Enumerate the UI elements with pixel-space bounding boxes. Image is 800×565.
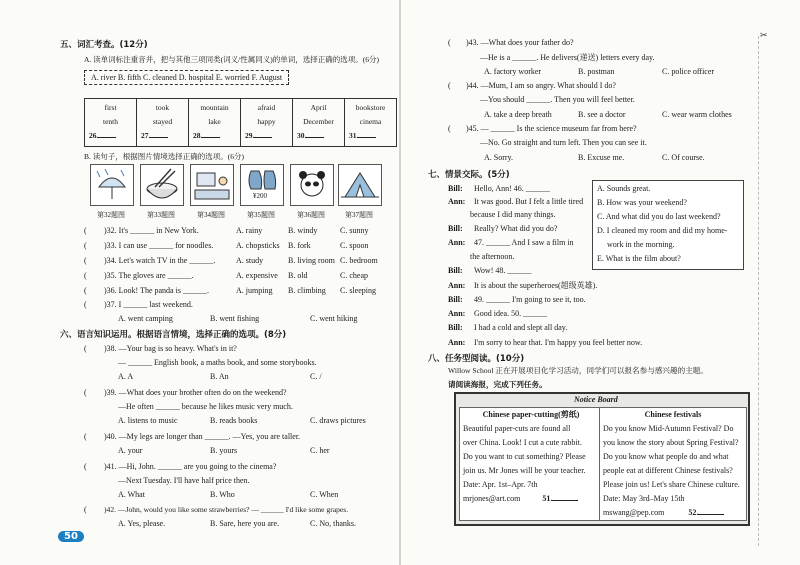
question-36: )36. Look! The panda is ______. [104,286,209,295]
option-c: C. cheap [340,271,368,280]
word-bank: A. river B. fifth C. cleaned D. hospital E. worried F. August [84,70,289,85]
speaker: Bill: [448,295,463,304]
option-a: A. your [118,446,143,455]
option-b: B. see a doctor [578,110,626,119]
option-c: C. police officer [662,67,715,76]
scissors-icon: ✂ [760,30,768,40]
question-41-line2: —Next Tuesday. I'll have half price then. [118,476,250,485]
task-intro: Willow School 正在开展项目化学习活动，同学们可以报名参与感兴趣的主题。 [448,366,708,375]
question-45-line2: —No. Go straight and turn left. Then you can see it. [480,138,647,147]
option-c: C. Of course. [662,153,705,162]
section-5a-instruction: A. 读单词标注重音并，把与其他三项同类(词义/性属同义)的单词，选择正确的选项。(6分) [84,55,379,64]
card-email: mswang@pep.com [603,508,665,517]
question-33: )33. I can use ______ for noodles. [104,241,214,250]
question-38: )38. —Your bag is so heavy. What's in it? [104,344,237,353]
option-a: A. Sorry. [484,153,514,162]
option-c: C. / [310,372,322,381]
speaker: Ann: [448,197,466,206]
picture-label: 第34题图 [197,211,225,219]
option-c: C. bedroom [340,256,378,265]
question-34: )34. Let's watch TV in the ______. [104,256,216,265]
option-b: B. windy [288,226,318,235]
option-c: C. draws pictures [310,416,366,425]
option-c: C. No, thanks. [310,519,356,528]
tv-room-icon [191,165,233,205]
section-5-title: 五、词汇考查。(12分) [60,40,148,50]
margin-line [758,36,760,546]
card-line: Do you know Mid-Autumn Festival? Do [603,424,734,433]
festivals-card [599,407,747,521]
question-35: )35. The gloves are ______. [104,271,194,280]
picture-label: 第37题图 [345,211,373,219]
option-c: C. wear warm clothes [662,110,732,119]
question-44-line2: —You should ______. Then you will feel better. [480,95,635,104]
answer-paren[interactable]: ( [448,124,451,133]
answer-paren[interactable]: ( [84,271,87,280]
option-b: B. living room [288,256,335,265]
option-a: A. jumping [236,286,273,295]
speaker: Bill: [448,224,463,233]
answer-paren[interactable]: ( [84,226,87,235]
option-c: C. sunny [340,226,369,235]
answer-paren[interactable]: ( [84,344,87,353]
notice-board-title: Notice Board [574,395,618,404]
dialogue-line: Good idea. 50. ______ [474,309,548,318]
speaker: Bill: [448,323,463,332]
speaker: Ann: [448,309,466,318]
speaker: Bill: [448,266,463,275]
card-title: Chinese festivals [644,410,702,419]
dialogue-line: Hello, Ann! 46. ______ [474,184,550,193]
question-40: )40. —My legs are longer than ______. —Yes, you are taller. [104,432,301,441]
option-b: B. An [210,372,229,381]
word-group-table [84,98,397,147]
answer-paren[interactable]: ( [84,241,87,250]
option-b: B. fork [288,241,311,250]
card-line: people eat at different Chinese festivals? [603,466,733,475]
word-group: took stayed 27. [137,99,189,147]
option-c: C. spoon [340,241,369,250]
picture-label: 第36题图 [297,211,325,219]
dialogue-line: It was good. But I felt a little tired [474,197,584,206]
option-a: A. listens to music [118,416,178,425]
dialogue-line: the afternoon. [470,252,515,261]
card-line: Please join us! Let's share Chinese culture. [603,480,740,489]
question-39-line2: —He often ______ because he likes music very much. [118,402,293,411]
dialogue-line: It is about the superheroes(超级英雄). [474,281,598,290]
question-43-line2: —He is a ______. He delivers(递送) letters every day. [480,53,655,62]
question-32: )32. It's ______ in New York. [104,226,199,235]
dialogue-line: 47. ______ And I saw a film in [474,238,574,247]
word-group: April December 30. [293,99,345,147]
book-spine [399,0,401,565]
card-line: Date: Apr. 1st–Apr. 7th [463,480,538,489]
picture-gloves [240,164,284,206]
picture-noodles [140,164,184,206]
option-item: A. Sounds great. [597,184,651,193]
option-item: D. I cleaned my room and did my home- [597,226,728,235]
option-b: B. postman [578,67,615,76]
card-line: join us. Mr Jones will be your teacher. [463,466,586,475]
picture-camping [338,164,382,206]
answer-number: 51. [542,494,553,503]
answer-paren[interactable]: ( [84,256,87,265]
question-41: )41. —Hi, John. ______ are you going to the cinema? [104,462,277,471]
option-item: B. How was your weekend? [597,198,687,207]
question-44: )44. —Mum, I am so angry. What should I do? [466,81,616,90]
question-45: )45. — ______ Is the science museum far from here? [466,124,637,133]
question-39: )39. —What does your brother often do on the weekend? [104,388,287,397]
option-c: C. went hiking [310,314,358,323]
word-group: mountain lake 28. [189,99,241,147]
dialogue-line: Wow! 48. ______ [474,266,532,275]
answer-paren[interactable]: ( [84,432,87,441]
picture-label: 第35题图 [247,211,275,219]
option-a: A. Yes, please. [118,519,166,528]
question-42: )42. —John, would you like some strawberries? — ______ I'd like some grapes. [104,505,349,514]
noodle-bowl-icon [141,165,183,205]
card-line: Do you know what people do and what [603,452,729,461]
dialogue-line: Really? What did you do? [474,224,558,233]
answer-paren[interactable]: ( [84,286,87,295]
panda-icon [291,165,333,205]
answer-paren[interactable]: ( [84,505,87,514]
answer-number: 52. [688,508,699,517]
option-a: A. went camping [118,314,173,323]
card-line: Beautiful paper-cuts are found all [463,424,571,433]
section-8-title: 八、任务型阅读。(10分) [428,354,525,364]
dialogue-options-box [592,180,744,270]
answer-blank[interactable] [698,506,724,515]
answer-paren[interactable]: ( [448,38,451,47]
speaker: Bill: [448,184,463,193]
option-a: A. chopsticks [236,241,280,250]
option-b: B. went fishing [210,314,260,323]
dialogue-line: I'm sorry to hear that. I'm happy you feel better now. [474,338,643,347]
picture-panda [290,164,334,206]
card-line: Date: May 3rd–May 15th [603,494,685,503]
option-a: A. take a deep breath [484,110,552,119]
question-43: )43. —What does your father do? [466,38,574,47]
task-instruction: 请阅读海报，完成下列任务。 [448,380,547,389]
answer-paren[interactable]: ( [84,300,87,309]
option-c: C. sleeping [340,286,376,295]
option-item: work in the morning. [607,240,675,249]
option-b: B. reads books [210,416,258,425]
option-a: A. A [118,372,134,381]
card-line: over China. Look! I cut a cute rabbit. [463,438,582,447]
speaker: Ann: [448,238,466,247]
card-title: Chinese paper-cutting(剪纸) [482,410,580,419]
section-6-title: 六、语言知识运用。根据语言情境，选择正确的选项。(8分) [60,330,287,340]
picture-label: 第33题图 [147,211,175,219]
option-a: A. What [118,490,145,499]
card-line: you know the story about Spring Festival? [603,438,739,447]
option-b: B. old [288,271,308,280]
word-group: bookstore cinema 31. [345,99,397,147]
word-group: afraid happy 29. [241,99,293,147]
option-a: A. study [236,256,264,265]
paper-cutting-card [459,407,603,521]
dialogue-line: because I did many things. [470,210,556,219]
option-a: A. expensive [236,271,278,280]
tent-icon [339,165,381,205]
picture-label: 第32题图 [97,211,125,219]
picture-weather [90,164,134,206]
card-email: mrjones@art.com [463,494,521,503]
section-7-title: 七、情景交际。(5分) [428,170,510,180]
option-b: B. Excuse me. [578,153,625,162]
answer-paren[interactable]: ( [448,81,451,90]
option-c: C. her [310,446,330,455]
picture-room [190,164,234,206]
word-group: first tenth 26. [85,99,137,147]
umbrella-icon [91,165,133,205]
notice-board [454,392,750,526]
speaker: Ann: [448,338,466,347]
option-item: C. And what did you do last weekend? [597,212,721,221]
option-c: C. When [310,490,339,499]
answer-paren[interactable]: ( [84,462,87,471]
speaker: Ann: [448,281,466,290]
card-line: Do you want to cut something? Please [463,452,586,461]
answer-paren[interactable]: ( [84,388,87,397]
page-number: 50 [58,531,84,542]
question-38-line2: — ______ English book, a maths book, and some storybooks. [118,358,317,367]
section-5b-instruction: B. 读句子，根据图片情境选择正确的选项。(6分) [84,152,244,161]
dialogue-line: 49. ______ I'm going to see it, too. [474,295,586,304]
option-b: B. Sare, here you are. [210,519,280,528]
option-b: B. Who [210,490,235,499]
option-b: B. climbing [288,286,326,295]
dialogue-line: I had a cold and slept all day. [474,323,568,332]
answer-blank[interactable] [552,492,578,501]
option-a: A. rainy [236,226,263,235]
option-a: A. factory worker [484,67,542,76]
price-tag: ¥200 [253,192,267,200]
option-item: E. What is the film about? [597,254,681,263]
question-37: )37. I ______ last weekend. [104,300,193,309]
option-b: B. yours [210,446,238,455]
